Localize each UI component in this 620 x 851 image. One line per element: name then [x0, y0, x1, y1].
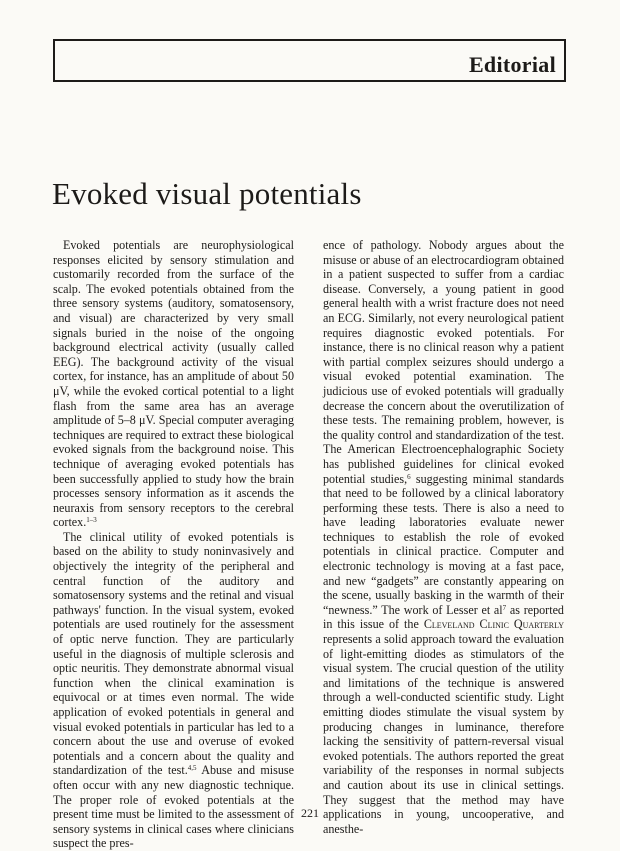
section-label: Editorial	[468, 52, 556, 77]
paragraph-text: as reported in this issue of the	[323, 602, 564, 632]
paragraph-text: Evoked potentials are neurophysiological responses elicited by sensory stimulation and customarily recorded from the surface of the scalp. The evoked potentials obtained from the three sensory systems (auditory, somatosensory, and visual) are characterized by very small signals buried in the noise of the ongoing background electrical activity (usually called EEG). The background activity of the visual cortex, for instance, has an amplitude of about 50 μV, while the evoked cortical potential to a light flash from the same area has an average amplitude of 5–8 μV. Special computer averaging techniques are required to extract these biological evoked signals from the background noise. This technique of averaging evoked potentials has been successfully applied to study how the brain processes sensory information as it ascends the neuraxis from sensory receptors to the cerebral cortex.	[53, 238, 294, 530]
left-column	[53, 238, 294, 851]
reference-citation: 4,5	[187, 764, 197, 773]
reference-citation: 1–3	[86, 516, 97, 525]
paragraph-text: The clinical utility of evoked potentials is based on the ability to study noninvasively and objectively the integrity of the peripheral and central function of the auditory and somatosensory systems and the retinal and visual pathways' function. In the visual system, evoked potentials are used routinely for the assessment of optic nerve function. They are particularly useful in the diagnosis of multiple sclerosis and optic neuritis. They demonstrate abnormal visual function when the clinical examination is equivocal or at times even normal. The wide application of evoked potentials in general and visual evoked potentials in particular has led to a concern about the use and overuse of evoked potentials and a concern about the quality and standardization of the test.	[53, 529, 294, 778]
paragraph-text: suggesting minimal standards that need to be followed by a clinical laboratory performing these tests. There is also a need to have leading laboratories evaluate newer techniques to establish the role of evoked potentials in clinical practice. Computer and electronic technology is moving at a fast pace, and new “gadgets” are constantly appearing on the scene, usually basking in the warmth of their “newness.” The work of Lesser et al	[323, 471, 564, 617]
reference-citation: 7	[502, 603, 507, 612]
paragraph-text: Abuse and misuse often occur with any new diagnostic technique. The proper role of evoked potentials at the present time must be limited to the assessment of sensory systems in clinical cases where clinicians suspect the pres-	[53, 763, 294, 851]
journal-name: Cleveland Clinic Quarterly	[423, 617, 564, 632]
paragraph-continuation	[323, 238, 564, 836]
right-column	[323, 238, 564, 836]
paragraph-text: represents a solid approach toward the evaluation of light-emitting diodes as stimulators of the visual system. The crucial question of the utility and limitations of the technique is answered through a well-conducted scientific study. Light emitting diodes stimulate the visual system by producing changes in luminance, therefore lacking the sensitivity of pattern-reversal visual evoked potentials. The authors reported the great variability of the responses in normal subjects and caution about its use in clinical settings. They suggest that the method may have applications in young, uncooperative, and anesthe-	[323, 632, 564, 836]
paragraph-text: ence of pathology. Nobody argues about the misuse or abuse of an electrocardiogram obtained in a patient suspected to suffer from a cardiac disease. Conversely, a young patient in good general health with a wrist fracture does not need an ECG. Similarly, not every neurological patient requires diagnostic evoked potentials. For instance, there is no clinical reason why a patient with partial complex seizures should undergo a visual evoked potential examination. The judicious use of evoked potentials will gradually decrease the concern about the overutilization of these tests. The remaining problem, however, is the quality control and standardization of the test. The American Electroencephalographic Society has published guidelines for clinical evoked potential studies,	[323, 238, 564, 486]
section-header-box	[53, 39, 566, 82]
reference-citation: 6	[407, 472, 411, 481]
paragraph-clinical-utility	[53, 530, 294, 851]
article-title: Evoked visual potentials	[52, 176, 362, 211]
page-number: 221	[301, 806, 319, 820]
paragraph-intro	[53, 238, 294, 530]
